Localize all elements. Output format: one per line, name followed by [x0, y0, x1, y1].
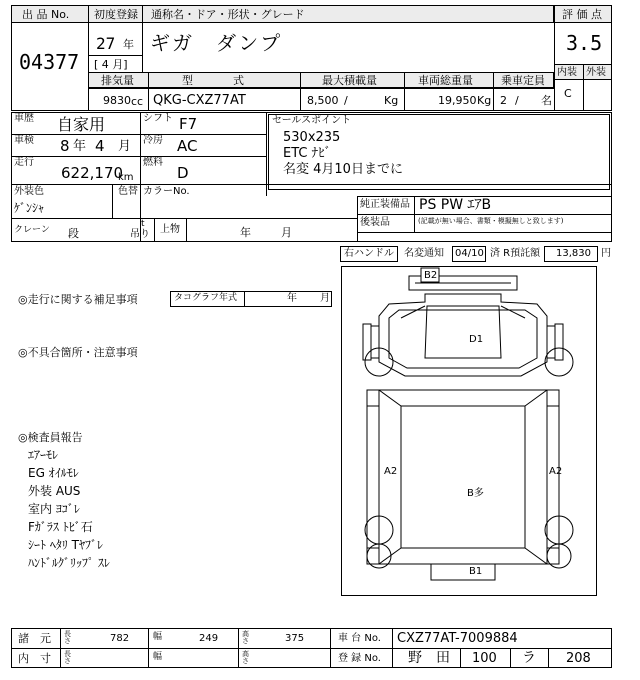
- max-load-label: 最大積載量: [322, 74, 377, 87]
- score-value: 3.5: [566, 31, 603, 55]
- yen: 円: [601, 248, 611, 259]
- max-load: 8,500: [307, 94, 339, 107]
- fuel-label: 燃料: [143, 157, 163, 168]
- capacity-slash: /: [515, 94, 519, 107]
- length-label: 長さ: [64, 630, 71, 645]
- color-no-label: 色替: [118, 186, 138, 197]
- fuel: D: [177, 164, 189, 182]
- aftermarket-label: 後装品: [360, 217, 390, 228]
- right-hand: 右ハンドル: [344, 248, 394, 259]
- name-label: 通称名・ドア・形状・グレード: [151, 8, 305, 21]
- capacity: 2: [500, 94, 507, 107]
- driving-notes-title: ◎走行に関する補足事項: [18, 293, 138, 306]
- width: 249: [199, 633, 219, 644]
- sales-title: セールスポイント: [272, 115, 352, 126]
- length: 782: [110, 633, 130, 644]
- year-unit: 年: [123, 38, 134, 51]
- ext-color-label: 外装色: [14, 186, 44, 197]
- exterior-label: 外装: [586, 67, 606, 78]
- displacement: 9830: [103, 94, 131, 107]
- sales-line: 530x235: [283, 130, 341, 145]
- tacho-label: タコグラフ年式: [174, 293, 238, 303]
- width-label: 幅: [153, 652, 163, 662]
- name-change-label: 名変通知: [404, 248, 444, 259]
- dims-label: 内 寸: [18, 652, 51, 665]
- ac-label: 冷房: [143, 135, 163, 146]
- spec-label-row: [88, 72, 554, 88]
- tacho-year: 年: [287, 293, 297, 304]
- diagram-label-a2-left: A2: [384, 466, 398, 477]
- history: 自家用: [57, 115, 106, 134]
- lot-number: 04377: [19, 50, 80, 74]
- chassis-label: 車 台 No.: [338, 633, 381, 644]
- inspector-line: ﾊﾝﾄﾞﾙｸﾞﾘｯﾌﾟ ｽﾚ: [28, 556, 110, 570]
- body-month: 月: [281, 226, 292, 239]
- inspection-month: 4: [95, 137, 105, 155]
- capacity-label: 乗車定員: [501, 74, 545, 87]
- ext-color: ｹﾞﾝｼｬ: [14, 201, 45, 215]
- capacity-unit: 名: [541, 94, 552, 107]
- inspector-line: ｼｰﾄ ﾍﾀﾘ Tﾔﾌﾞﾚ: [28, 538, 103, 552]
- mileage: 622,170: [61, 164, 124, 182]
- inspector-line: Fｶﾞﾗｽ ﾄﾋﾞ石: [28, 520, 93, 534]
- length-label: 長さ: [64, 650, 71, 665]
- reg-label: 登 録 No.: [338, 653, 381, 664]
- score-label: 評 価 点: [562, 8, 602, 21]
- history-label: 車歴: [14, 113, 34, 124]
- inspection-year: 8: [60, 137, 70, 155]
- diagram-label-b1: B1: [469, 566, 483, 577]
- aftermarket-note: (記載が無い場合、書類・模擬無しと致します): [418, 217, 564, 225]
- crane-lift: 吊り: [130, 229, 150, 240]
- gross-weight-label: 車両総重量: [418, 74, 473, 87]
- recycle-amount: 13,830: [556, 248, 591, 259]
- gross-weight-unit: Kg: [477, 94, 492, 107]
- height: 375: [285, 633, 305, 644]
- inspection-label: 車検: [14, 135, 34, 146]
- mileage-label: 走行: [14, 157, 34, 168]
- chassis-number: CXZ77AT-7009884: [397, 631, 518, 646]
- first-reg-label: 初度登録: [94, 8, 138, 21]
- name-change-date: 04/10: [455, 248, 484, 259]
- body-year: 年: [240, 226, 251, 239]
- inspection-month-unit: 月: [118, 139, 132, 154]
- first-reg-year: 27: [96, 34, 116, 53]
- recycle-label: 済 R預託額: [490, 248, 541, 259]
- reg-kana: ラ: [522, 650, 536, 666]
- height-label: 高さ: [242, 630, 249, 645]
- height-label: 高さ: [242, 650, 249, 665]
- max-load-unit: Kg: [384, 94, 399, 107]
- diagram-label-b-many: B多: [467, 488, 484, 499]
- width-label: 幅: [153, 632, 163, 642]
- tacho-month: 月: [320, 293, 330, 304]
- inspector-line: EG ｵｲﾙﾓﾚ: [28, 466, 79, 480]
- diagram-label-a2-right: A2: [549, 466, 563, 477]
- crane-stage: 段: [68, 227, 79, 240]
- color-code-label: カラーNo.: [143, 186, 190, 197]
- gross-weight: 19,950: [438, 94, 477, 107]
- sales-line: 名変 4月10日までに: [283, 162, 403, 177]
- specs-label: 諸 元: [18, 632, 51, 645]
- first-reg-month: [ 4 月]: [94, 58, 128, 71]
- car-name: ギガ ダンプ: [150, 31, 283, 55]
- inspector-line: 室内 ﾖｺﾞﾚ: [28, 502, 80, 516]
- max-load-slash: /: [344, 94, 348, 107]
- reg-area: 野 田: [408, 650, 450, 666]
- crane-label: クレーン: [14, 225, 50, 235]
- inspector-line: ｴｱｰﾓﾚ: [28, 448, 59, 462]
- inspection-year-unit: 年: [73, 139, 87, 154]
- body-label: 上物: [160, 224, 180, 235]
- standard-label: 純正装備品: [360, 199, 410, 210]
- reg-class: 100: [472, 651, 497, 666]
- ac: AC: [177, 137, 198, 155]
- diagram-label-d1: D1: [469, 334, 484, 345]
- standard-equipment: PS PW ｴｱB: [419, 197, 492, 213]
- reg-number: 208: [566, 651, 591, 666]
- shift-label: シフト: [143, 113, 173, 124]
- interior-grade: C: [564, 87, 572, 100]
- crane-t: t: [141, 219, 145, 229]
- truck-diagram: [341, 266, 597, 596]
- inspector-line: 外装 AUS: [28, 484, 81, 498]
- interior-label: 内装: [557, 67, 577, 78]
- lot-label: 出 品 No.: [22, 8, 70, 21]
- diagram-label-b2: B2: [424, 270, 438, 281]
- mileage-unit: km: [118, 172, 134, 183]
- shift: F7: [179, 115, 198, 133]
- inspector-title: ◎検査員報告: [18, 431, 83, 444]
- model: QKG-CXZ77AT: [153, 93, 246, 108]
- sales-line: ETC ﾅﾋﾞ: [283, 146, 332, 161]
- model-label: 型 式: [182, 74, 250, 87]
- defects-title: ◎不具合箇所・注意事項: [18, 346, 138, 359]
- displacement-label: 排気量: [101, 74, 134, 87]
- displacement-unit: cc: [131, 95, 144, 108]
